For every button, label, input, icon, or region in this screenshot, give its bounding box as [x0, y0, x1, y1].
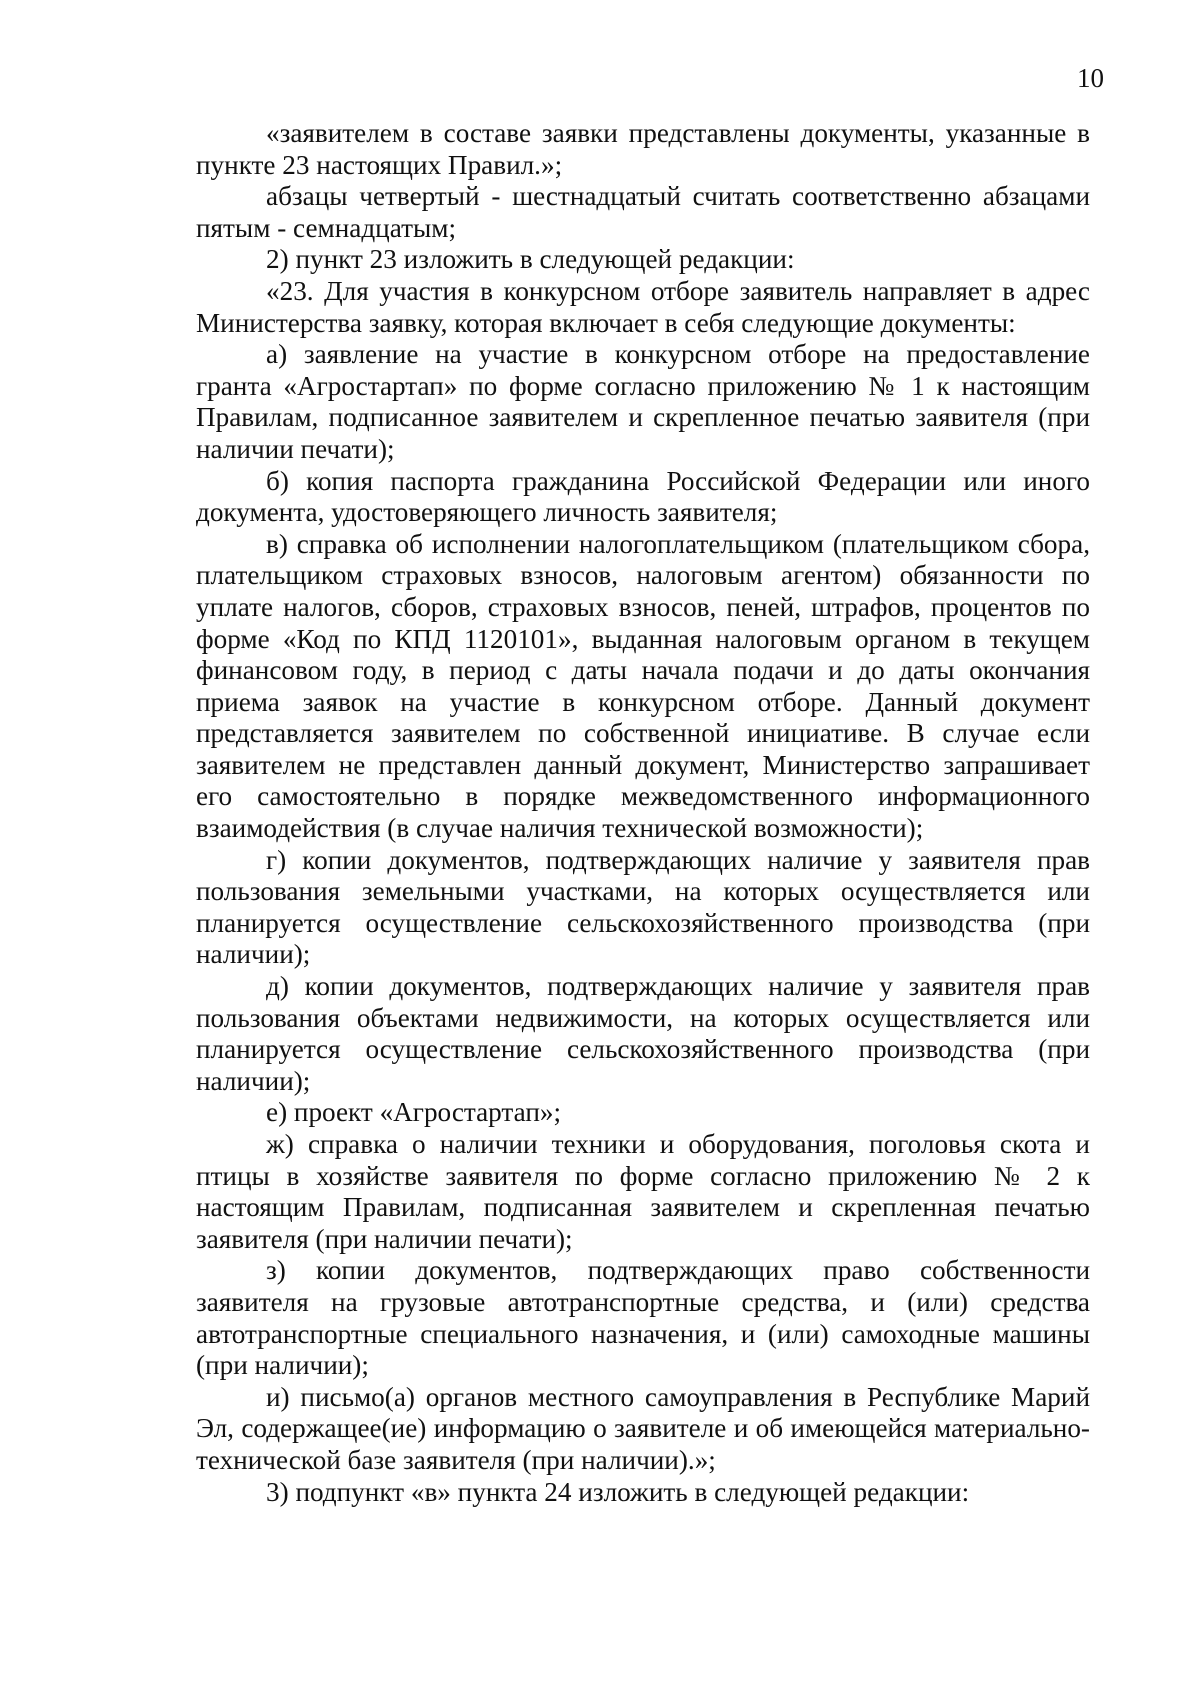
- paragraph-item-2: 2) пункт 23 изложить в следующей редакции:: [266, 244, 795, 275]
- paragraph-item-3: 3) подпункт «в» пункта 24 изложить в следующей редакции:: [266, 1476, 970, 1507]
- paragraph-subitem-i: и) письмо(а) органов местного самоуправления в Республике Марий Эл, содержащее(ие) информацию о заявителе и об имеющейся материально-технической базе заявителя (при наличии).»;: [196, 1381, 1090, 1475]
- paragraph-subitem-d: д) копии документов, подтверждающих наличие у заявителя прав пользования объектами недвижимости, на которых осуществляется или планируется осуществление сельскохозяйственного производства (при наличии);: [196, 971, 1090, 1096]
- paragraph-renumbering: абзацы четвертый - шестнадцатый считать соответственно абзацами пятым - семнадцатым;: [196, 181, 1090, 243]
- page-number: 10: [1077, 63, 1104, 93]
- paragraph-subitem-zh: ж) справка о наличии техники и оборудования, поголовья скота и птицы в хозяйстве заявителя по форме согласно приложению № 2 к настоящим Правилам, подписанная заявителем и скрепленная печатью заявителя (при наличии печати);: [196, 1129, 1090, 1254]
- paragraph-subitem-b: б) копия паспорта гражданина Российской Федерации или иного документа, удостоверяющего личность заявителя;: [196, 465, 1090, 528]
- paragraph-quote-closing: «заявителем в составе заявки представлены документы, указанные в пункте 23 настоящих Правил.»;: [196, 118, 1090, 180]
- paragraph-subitem-a: а) заявление на участие в конкурсном отборе на предоставление гранта «Агростартап» по форме согласно приложению № 1 к настоящим Правилам, подписанное заявителем и скрепленное печатью заявителя (при наличии печати);: [196, 339, 1090, 464]
- paragraph-subitem-v: в) справка об исполнении налогоплательщиком (плательщиком сбора, плательщиком страховых взносов, налоговым агентом) обязанности по уплате налогов, сборов, страховых взносов, пеней, штрафов, процентов по форме «Код по КПД 1120101», выданная налоговым органом в текущем финансовом году, в период с даты начала подачи и до даты окончания приема заявок на участие в конкурсном отборе. Данный документ представляется заявителем по собственной инициативе. В случае если заявителем не представлен данный документ, Министерство запрашивает его самостоятельно в порядке межведомственного информационного взаимодействия (в случае наличия технической возможности);: [196, 528, 1090, 844]
- paragraph-subitem-e: е) проект «Агростартап»;: [266, 1097, 562, 1128]
- document-body: [196, 118, 1090, 1508]
- paragraph-clause-23: «23. Для участия в конкурсном отборе заявитель направляет в адрес Министерства заявку, которая включает в себя следующие документы:: [196, 275, 1090, 338]
- paragraph-subitem-z: з) копии документов, подтверждающих право собственности заявителя на грузовые автотранспортные средства, и (или) средства автотранспортные специального назначения, и (или) самоходные машины (при наличии);: [196, 1255, 1090, 1381]
- paragraph-subitem-g: г) копии документов, подтверждающих наличие у заявителя прав пользования земельными участками, на которых осуществляется или планируется осуществление сельскохозяйственного производства (при наличии);: [196, 844, 1090, 970]
